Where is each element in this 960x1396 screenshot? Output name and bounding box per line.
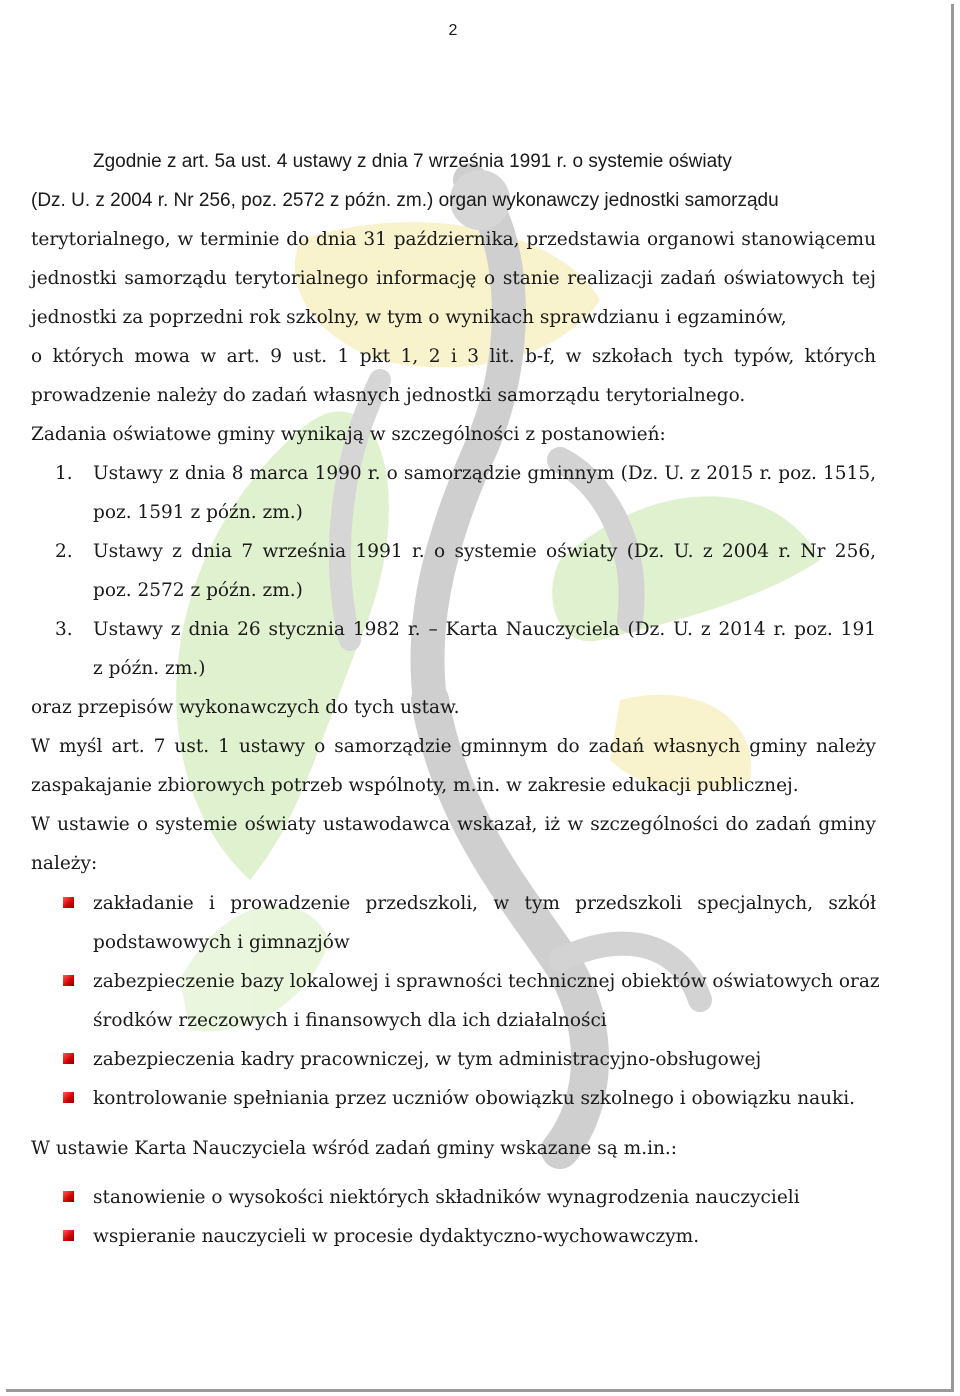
paragraph1-line-1: Zgodnie z art. 5a ust. 4 ustawy z dnia 7 września 1991 r. o systemie oświaty [93,151,732,172]
bullet1-item-1-line-2: podstawowych i gimnazjów [93,932,350,953]
bullet-square-icon [63,1230,75,1242]
paragraph4: W ustawie Karta Nauczyciela wśród zadań gminy wskazane są m.in.: [31,1138,678,1159]
list-item-3-line-2: z późn. zm.) [93,658,206,679]
list-number: 1. [55,463,73,484]
bullet-square-icon [63,1191,75,1203]
bullet2-item-1: stanowienie o wysokości niektórych składników wynagrodzenia nauczycieli [93,1187,800,1208]
list-number: 3. [55,619,73,640]
list-item-2-line-1: Ustawy z dnia 7 września 1991 r. o systemie oświaty (Dz. U. z 2004 r. Nr 256, [93,541,876,562]
paragraph3-line-1: W ustawie o systemie oświaty ustawodawca wskazał, iż w szczególności do zadań gminy [31,814,876,835]
paragraph1-line-7: prowadzenie należy do zadań własnych jednostki samorządu terytorialnego. [31,385,746,406]
paragraph2-line-1: W myśl art. 7 ust. 1 ustawy o samorządzie gminnym do zadań własnych gminy należy [31,736,876,757]
paragraph2-line-2: zaspakajanie zbiorowych potrzeb wspólnoty, m.in. w zakresie edukacji publicznej. [31,775,799,796]
bullet-square-icon [63,1092,75,1104]
bullet1-item-2-line-1: zabezpieczenie bazy lokalowej i sprawności technicznej obiektów oświatowych oraz [93,971,880,992]
bullet2-item-2: wspieranie nauczycieli w procesie dydaktyczno-wychowawczym. [93,1226,700,1247]
bullet-square-icon [63,897,75,909]
page-number: 2 [448,22,458,39]
bullet-square-icon [63,975,75,987]
bullet1-item-1-line-1: zakładanie i prowadzenie przedszkoli, w tym przedszkoli specjalnych, szkół [93,893,876,914]
list-number: 2. [55,541,73,562]
paragraph1-line-6: o których mowa w art. 9 ust. 1 pkt 1, 2 i 3 lit. b-f, w szkołach tych typów, których [31,346,876,367]
bullet-square-icon [63,1053,75,1065]
bullet1-item-2-line-2: środków rzeczowych i finansowych dla ich działalności [93,1010,607,1031]
after-list-text: oraz przepisów wykonawczych do tych ustaw. [31,697,460,718]
paragraph1-line-2: (Dz. U. z 2004 r. Nr 256, poz. 2572 z późn. zm.) organ wykonawczy jednostki samorządu [31,190,779,211]
list-item-2-line-2: poz. 2572 z późn. zm.) [93,580,303,601]
list-item-1-line-1: Ustawy z dnia 8 marca 1990 r. o samorządzie gminnym (Dz. U. z 2015 r. poz. 1515, [93,463,876,484]
paragraph1-line-3: terytorialnego, w terminie do dnia 31 października, przedstawia organowi stanowiącemu [31,229,876,250]
bullet1-item-4: kontrolowanie spełniania przez uczniów obowiązku szkolnego i obowiązku nauki. [93,1088,856,1109]
list-intro: Zadania oświatowe gminy wynikają w szczególności z postanowień: [31,424,666,445]
bullet1-item-3: zabezpieczenia kadry pracowniczej, w tym administracyjno-obsługowej [93,1049,762,1070]
list-item-1-line-2: poz. 1591 z późn. zm.) [93,502,303,523]
paragraph3-line-2: należy: [31,853,98,874]
list-item-3-line-1: Ustawy z dnia 26 stycznia 1982 r. – Karta Nauczyciela (Dz. U. z 2014 r. poz. 191 [93,619,876,640]
paragraph1-line-4: jednostki samorządu terytorialnego informację o stanie realizacji zadań oświatowych tej [31,268,876,289]
paragraph1-line-5: jednostki za poprzedni rok szkolny, w tym o wynikach sprawdzianu i egzaminów, [31,307,787,328]
